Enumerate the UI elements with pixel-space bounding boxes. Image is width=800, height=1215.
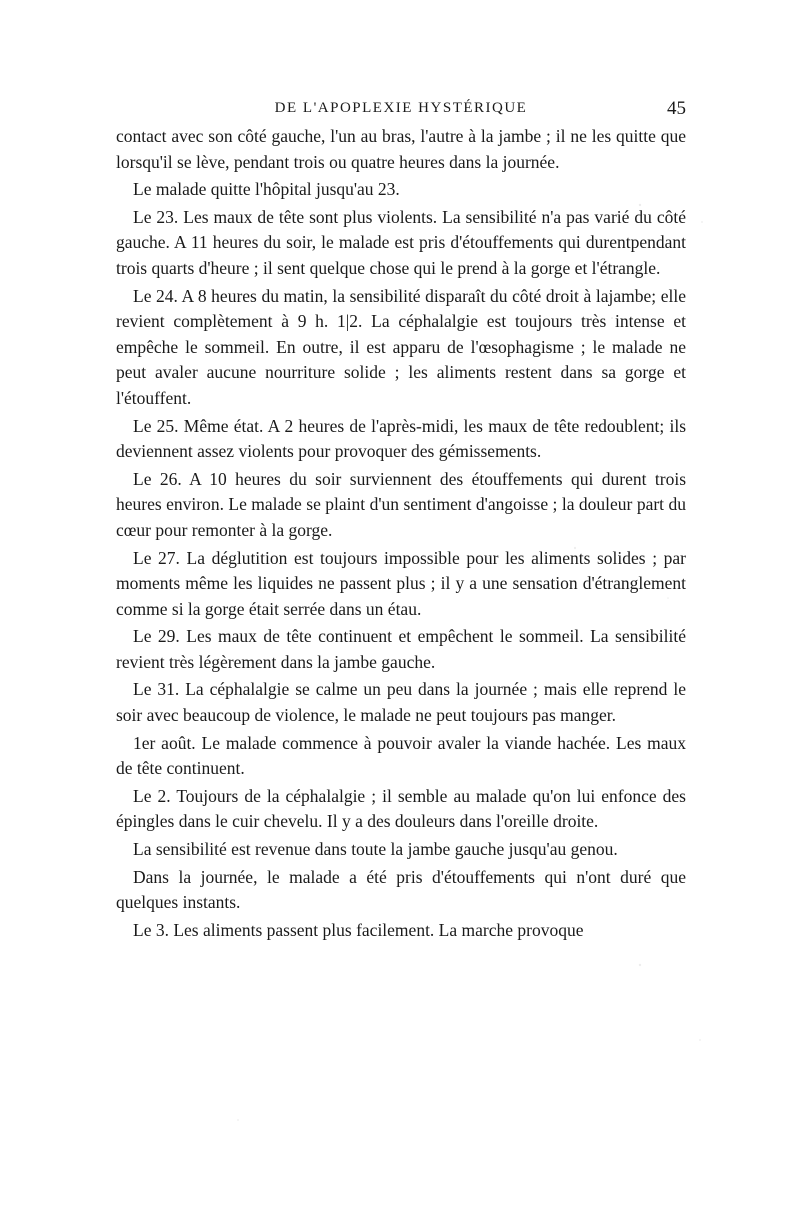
- paragraph: Le 31. La céphalalgie se calme un peu dans la journée ; mais elle reprend le soir avec beaucoup de violence, le malade ne peut toujours pas manger.: [116, 679, 686, 726]
- paragraph: Le 24. A 8 heures du matin, la sensibilité disparaît du côté droit à lajambe; elle revient complètement à 9 h. 1|2. La céphalalgie est toujours très intense et empêche le sommeil. En outre, il est apparu de l'œsophagisme ; le malade ne peut avaler aucune nourriture solide ; les aliments restent dans sa gorge et l'étouffent.: [116, 285, 686, 408]
- paragraph: Dans la journée, le malade a été pris d'étouffements qui n'ont duré que quelques instants.: [116, 866, 686, 913]
- paragraph: Le 25. Même état. A 2 heures de l'après-midi, les maux de tête redoublent; ils deviennent assez violents pour provoquer des gémissements.: [116, 415, 686, 462]
- running-title: DE L'APOPLEXIE HYSTÉRIQUE: [274, 100, 528, 116]
- paragraph: Le 26. A 10 heures du soir surviennent des étouffements qui durent trois heures environ. Le malade se plaint d'un sentiment d'angoisse ; la douleur part du cœur pour remonter à la gorge.: [116, 468, 686, 540]
- paragraph: La sensibilité est revenue dans toute la jambe gauche jusqu'au genou.: [133, 839, 618, 860]
- paragraph: Le malade quitte l'hôpital jusqu'au 23.: [133, 179, 400, 200]
- paragraph: Le 29. Les maux de tête continuent et empêchent le sommeil. La sensibilité revient très légèrement dans la jambe gauche.: [116, 626, 686, 672]
- paragraph: Le 2. Toujours de la céphalalgie ; il semble au malade qu'on lui enfonce des épingles dans le cuir chevelu. Il y a des douleurs dans l'oreille droite.: [116, 785, 686, 832]
- body-text: [116, 124, 686, 943]
- paragraph: 1er août. Le malade commence à pouvoir avaler la viande hachée. Les maux de tête continuent.: [116, 732, 686, 779]
- paragraph: contact avec son côté gauche, l'un au bras, l'autre à la jambe ; il ne les quitte que lorsqu'il se lève, pendant trois ou quatre heures dans la journée.: [116, 126, 686, 172]
- page-header: [116, 100, 686, 124]
- page-number: 45: [667, 98, 686, 119]
- paragraph: Le 23. Les maux de tête sont plus violents. La sensibilité n'a pas varié du côté gauche. A 11 heures du soir, le malade est pris d'étouffements qui durentpendant trois quarts d'heure ; il sent quelque chose qui le prend à la gorge et l'étrangle.: [116, 206, 686, 278]
- paragraph: Le 3. Les aliments passent plus facilement. La marche provoque: [133, 919, 584, 940]
- paragraph: Le 27. La déglutition est toujours impossible pour les aliments solides ; par moments même les liquides ne passent plus ; il y a une sensation d'étranglement comme si la gorge était serrée dans un étau.: [116, 547, 686, 619]
